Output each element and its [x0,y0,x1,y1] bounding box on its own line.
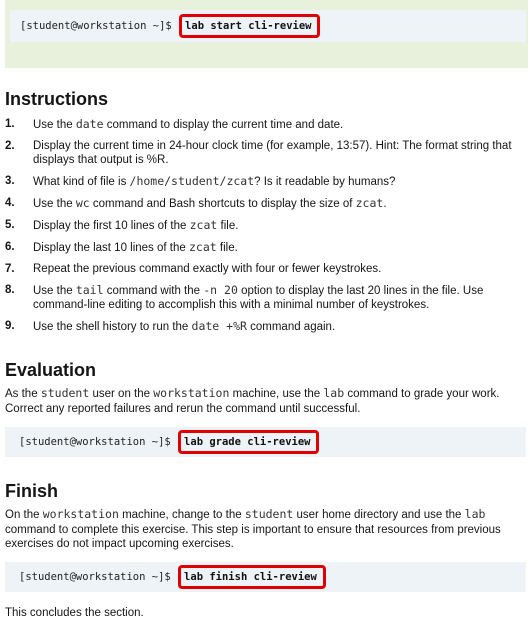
text-fragment: On the [5,509,43,521]
text-fragment: Use the shell history to run the [33,321,192,333]
text-fragment: file. [216,242,238,254]
instruction-step [5,139,525,167]
text-fragment: command to grade your work. Correct any reported failures and rerun the command until successful. [5,388,500,415]
lab-start-codeblock [10,10,526,42]
instruction-step [5,117,525,132]
inline-code: student [40,386,90,400]
instructions-list [5,117,525,341]
text-fragment: command and Bash shortcuts to display the size of [89,198,356,210]
lab-grade-command[interactable]: lab grade cli-review [178,430,319,454]
text-fragment: Display the last 10 lines of the [33,242,189,254]
text-fragment: . [383,198,387,210]
text-fragment: file. [217,220,239,232]
inline-code: wc [75,196,90,210]
text-fragment: What kind of file is [33,176,130,188]
step-number: 1. [5,118,15,130]
step-number: 2. [5,140,15,152]
instruction-step [5,174,525,189]
step-number: 7. [5,263,15,275]
evaluation-text [5,386,525,416]
text-fragment: user home directory and use the [293,509,465,521]
text-fragment: Use the [33,119,76,131]
lab-finish-codeblock [5,562,526,592]
text-fragment: Use the [33,198,76,210]
inline-code: tail [75,283,104,297]
step-number: 6. [5,241,15,253]
finish-text [5,507,525,552]
text-fragment: Repeat the previous command exactly with four or fewer keystrokes. [33,263,382,275]
conclusion-text: This concludes the section. [5,607,144,619]
instruction-step [5,240,525,255]
text-fragment: Use the [33,285,76,297]
inline-code: zcat [355,196,384,210]
inline-code: student [244,507,294,521]
text-fragment: command to complete this exercise. This step is important to ensure that resources from previous exercises do not impact upcoming exercises. [5,523,501,550]
text-fragment: user on the [89,388,154,400]
inline-code: date +%R [191,319,247,333]
step-number: 5. [5,219,15,231]
instruction-step [5,283,525,312]
inline-code: /home/student/zcat [129,174,255,188]
text-fragment: ? Is it readable by humans? [254,176,396,188]
step-number: 3. [5,175,15,187]
lab-finish-command[interactable]: lab finish cli-review [178,565,326,589]
text-fragment: machine, use the [229,388,324,400]
step-number: 8. [5,284,15,296]
text-fragment: command again. [246,321,336,333]
text-fragment: option to display the last 20 lines in the file. Use command-line editing to accomplish this with a minimal number of keystrokes. [33,285,484,311]
inline-code: lab [464,507,486,521]
inline-code: date [75,117,104,131]
shell-prompt: [student@workstation ~]$ [20,20,179,32]
step-number: 9. [5,320,15,332]
inline-code: lab [323,386,345,400]
text-fragment: As the [5,388,41,400]
step-number: 4. [5,197,15,209]
inline-code: workstation [42,507,119,521]
inline-code: -n 20 [203,283,238,297]
instructions-heading: Instructions [5,89,109,109]
text-fragment: command with the [103,285,204,297]
instruction-step [5,262,525,276]
instruction-step [5,196,525,211]
inline-code: zcat [189,218,218,232]
text-fragment: machine, change to the [118,509,245,521]
lab-grade-codeblock [5,427,526,457]
shell-prompt: [student@workstation ~]$ [19,436,178,448]
instruction-step [5,218,525,233]
text-fragment: Display the current time in 24-hour clock time (for example, 13:57). Hint: The format string that displays that output is %R. [33,140,512,166]
lab-start-command[interactable]: lab start cli-review [179,14,320,38]
text-fragment: Display the first 10 lines of the [33,220,190,232]
finish-heading: Finish [5,481,58,501]
shell-prompt: [student@workstation ~]$ [19,571,178,583]
instruction-step [5,319,525,334]
evaluation-heading: Evaluation [5,360,97,380]
inline-code: zcat [188,240,217,254]
inline-code: workstation [153,386,230,400]
text-fragment: command to display the current time and date. [103,119,344,131]
